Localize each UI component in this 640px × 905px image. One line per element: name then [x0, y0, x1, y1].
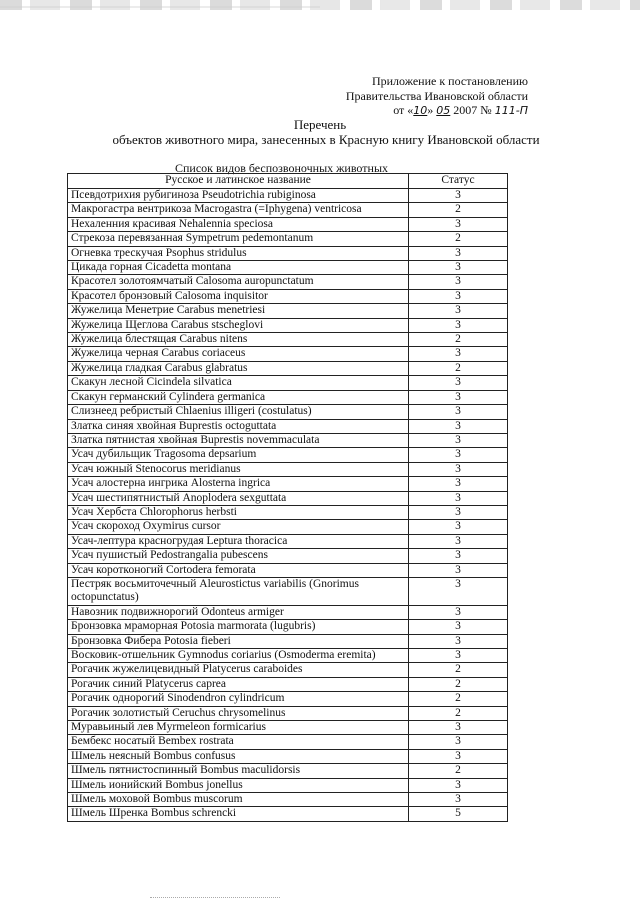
species-status: 3	[409, 620, 508, 634]
table-row	[68, 764, 508, 778]
species-name: Стрекоза перевязанная Sympetrum pedemontanum	[68, 232, 409, 246]
table-row	[68, 706, 508, 720]
species-name: Златка пятнистая хвойная Buprestis novemmaculata	[68, 433, 409, 447]
table-row	[68, 448, 508, 462]
document-header	[288, 74, 528, 119]
table-row	[68, 361, 508, 375]
table-row	[68, 232, 508, 246]
table-row	[68, 692, 508, 706]
table-row	[68, 534, 508, 548]
species-status: 3	[409, 390, 508, 404]
table-row	[68, 318, 508, 332]
species-name: Шмель ионийский Bombus jonellus	[68, 778, 409, 792]
date-year: 2007 №	[450, 103, 495, 117]
table-row	[68, 347, 508, 361]
species-name: Макрогастра вентрикоза Macrogastra (=Iphygena) ventricosa	[68, 203, 409, 217]
species-status: 3	[409, 376, 508, 390]
table-caption: Список видов беспозвоночных животных	[175, 161, 389, 175]
species-status: 2	[409, 677, 508, 691]
species-status: 3	[409, 491, 508, 505]
species-name: Усач коротконогий Cortodera femorata	[68, 563, 409, 577]
table-row	[68, 333, 508, 347]
table-row	[68, 376, 508, 390]
species-status: 3	[409, 261, 508, 275]
species-status: 3	[409, 534, 508, 548]
table-row	[68, 261, 508, 275]
species-name: Рогачик однорогий Sinodendron cylindricum	[68, 692, 409, 706]
species-status: 3	[409, 189, 508, 203]
scan-artifact	[0, 0, 640, 10]
species-status: 3	[409, 649, 508, 663]
species-name: Усач алостерна ингрика Alosterna ingrica	[68, 477, 409, 491]
species-status: 2	[409, 232, 508, 246]
species-name: Жужелица гладкая Carabus glabratus	[68, 361, 409, 375]
species-name: Нехаленния красивая Nehalennia speciosa	[68, 217, 409, 231]
table-row	[68, 620, 508, 634]
species-name: Красотел бронзовый Calosoma inquisitor	[68, 289, 409, 303]
species-name: Красотел золотоямчатый Calosoma auropunctatum	[68, 275, 409, 289]
table-row	[68, 477, 508, 491]
date-month: 05	[436, 104, 451, 117]
page-title: Перечень	[293, 117, 347, 132]
table-row	[68, 390, 508, 404]
species-status: 2	[409, 663, 508, 677]
species-name: Бронзовка мраморная Potosia marmorata (lugubris)	[68, 620, 409, 634]
table-row	[68, 634, 508, 648]
species-name: Навозник подвижнорогий Odonteus armiger	[68, 605, 409, 619]
species-name: Псевдотрихия рубигиноза Pseudotrichia rubiginosa	[68, 189, 409, 203]
species-status: 2	[409, 203, 508, 217]
species-name: Шмель неясный Bombus confusus	[68, 749, 409, 763]
species-name: Шмель Шренка Bombus schrencki	[68, 807, 409, 821]
table-row	[68, 749, 508, 763]
species-name: Златка синяя хвойная Buprestis octoguttata	[68, 419, 409, 433]
species-status: 3	[409, 520, 508, 534]
species-name: Жужелица Щеглова Carabus stscheglovi	[68, 318, 409, 332]
species-status: 3	[409, 419, 508, 433]
species-name: Муравьиный лев Myrmeleon formicarius	[68, 721, 409, 735]
species-status: 2	[409, 333, 508, 347]
species-name: Восковик-отшельник Gymnodus coriarius (Osmoderma eremita)	[68, 649, 409, 663]
species-status: 2	[409, 692, 508, 706]
species-status: 5	[409, 807, 508, 821]
table-row	[68, 807, 508, 821]
species-name: Усач шестипятнистый Anoplodera sexguttata	[68, 491, 409, 505]
species-name: Жужелица черная Carabus coriaceus	[68, 347, 409, 361]
table-row	[68, 189, 508, 203]
species-name: Усач Хербста Chlorophorus herbsti	[68, 505, 409, 519]
column-header-status: Статус	[409, 174, 508, 189]
species-name: Пестряк восьмиточечный Aleurostictus variabilis (Gnorimus octopunctatus)	[68, 577, 409, 605]
column-header-name: Русское и латинское название	[68, 174, 409, 189]
table-row	[68, 289, 508, 303]
table-row	[68, 793, 508, 807]
species-table	[67, 173, 508, 822]
species-name: Бембекс носатый Bembex rostrata	[68, 735, 409, 749]
species-status: 3	[409, 749, 508, 763]
table-row	[68, 778, 508, 792]
species-status: 3	[409, 433, 508, 447]
table-row	[68, 649, 508, 663]
table-row	[68, 735, 508, 749]
species-name: Шмель пятнистоспинный Bombus maculidorsis	[68, 764, 409, 778]
table-row	[68, 491, 508, 505]
table-row	[68, 217, 508, 231]
species-status: 3	[409, 275, 508, 289]
species-status: 3	[409, 289, 508, 303]
document-number: 111-П	[494, 104, 528, 117]
species-status: 3	[409, 634, 508, 648]
species-status: 3	[409, 577, 508, 605]
page-subtitle: объектов животного мира, занесенных в Красную книгу Ивановской области	[112, 132, 540, 147]
species-name: Слизнеед ребристый Chlaenius illigeri (costulatus)	[68, 405, 409, 419]
species-name: Рогачик синий Platycerus caprea	[68, 677, 409, 691]
date-day: 10	[413, 104, 428, 117]
species-status: 3	[409, 505, 508, 519]
table-row	[68, 520, 508, 534]
table-row	[68, 304, 508, 318]
species-status: 3	[409, 318, 508, 332]
species-name: Рогачик жужелицевидный Platycerus caraboides	[68, 663, 409, 677]
species-name: Шмель моховой Bombus muscorum	[68, 793, 409, 807]
species-name: Жужелица блестящая Carabus nitens	[68, 333, 409, 347]
table-row	[68, 203, 508, 217]
species-status: 3	[409, 246, 508, 260]
species-name: Скакун германский Cylindera germanica	[68, 390, 409, 404]
species-status: 2	[409, 764, 508, 778]
date-prefix: от «	[393, 103, 414, 117]
species-status: 3	[409, 477, 508, 491]
date-mid: »	[427, 103, 437, 117]
species-name: Усач южный Stenocorus meridianus	[68, 462, 409, 476]
species-name: Рогачик золотистый Ceruchus chrysomelinus	[68, 706, 409, 720]
species-status: 3	[409, 304, 508, 318]
species-status: 3	[409, 217, 508, 231]
species-status: 3	[409, 735, 508, 749]
table-header-row	[68, 174, 508, 189]
species-status: 2	[409, 361, 508, 375]
table-row	[68, 663, 508, 677]
species-name: Усач-лептура красногрудая Leptura thoracica	[68, 534, 409, 548]
species-name: Бронзовка Фибера Potosia fieberi	[68, 634, 409, 648]
header-line-1: Приложение к постановлению	[371, 74, 528, 88]
species-name: Усач дубильщик Tragosoma depsarium	[68, 448, 409, 462]
species-name: Жужелица Менетрие Carabus menetriesi	[68, 304, 409, 318]
species-name: Усач пушистый Pedostrangalia pubescens	[68, 549, 409, 563]
header-line-2: Правительства Ивановской области	[345, 88, 528, 103]
species-name: Усач скороход Oxymirus cursor	[68, 520, 409, 534]
species-status: 3	[409, 448, 508, 462]
table-row	[68, 405, 508, 419]
species-status: 3	[409, 721, 508, 735]
table-row	[68, 677, 508, 691]
species-status: 3	[409, 605, 508, 619]
table-row	[68, 275, 508, 289]
species-status: 3	[409, 405, 508, 419]
species-status: 3	[409, 793, 508, 807]
species-status: 2	[409, 706, 508, 720]
species-status: 3	[409, 778, 508, 792]
species-status: 3	[409, 462, 508, 476]
species-status: 3	[409, 549, 508, 563]
species-name: Огневка трескучая Psophus stridulus	[68, 246, 409, 260]
table-row	[68, 605, 508, 619]
table-row	[68, 462, 508, 476]
table-row	[68, 505, 508, 519]
table-row	[68, 549, 508, 563]
table-row	[68, 433, 508, 447]
species-status: 3	[409, 563, 508, 577]
species-status: 3	[409, 347, 508, 361]
species-name: Цикада горная Cicadetta montana	[68, 261, 409, 275]
table-row	[68, 577, 508, 605]
table-row	[68, 721, 508, 735]
table-row	[68, 419, 508, 433]
table-row	[68, 563, 508, 577]
table-row	[68, 246, 508, 260]
scan-artifact-bottom	[150, 897, 280, 899]
species-name: Скакун лесной Cicindela silvatica	[68, 376, 409, 390]
